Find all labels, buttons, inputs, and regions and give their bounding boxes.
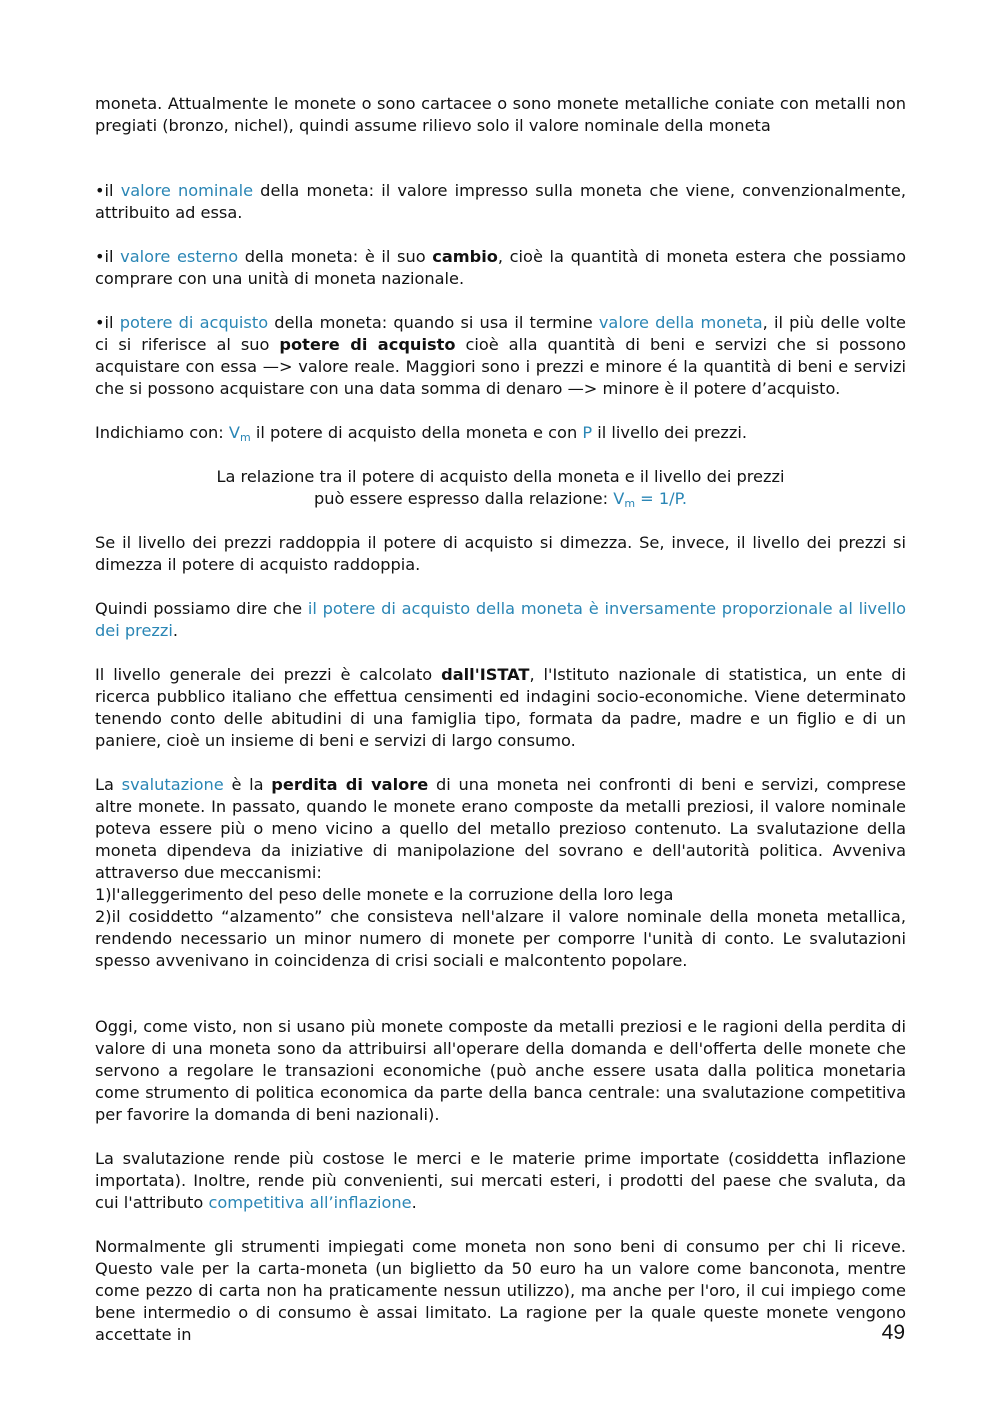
formula: [613, 489, 687, 508]
paragraph-raddoppia: Se il livello dei prezzi raddoppia il potere di acquisto si dimezza. Se, invece, il livello dei prezzi si dimezza il potere di acquisto raddoppia.: [95, 533, 906, 574]
text: Indichiamo con:: [95, 423, 229, 442]
paragraph-costose: [95, 1148, 906, 1214]
page-number: 49: [881, 1321, 905, 1344]
subscript-m: m: [624, 497, 636, 510]
text: il livello dei prezzi.: [592, 423, 748, 442]
paragraph-quindi: [95, 598, 906, 642]
paragraph-intro: moneta. Attualmente le monete o sono cartacee o sono monete metalliche coniate con metalli non pregiati (bronzo, nichel), quindi assume rilievo solo il valore nominale della moneta: [95, 94, 906, 135]
bold-term: potere di acquisto: [279, 335, 456, 354]
text: è la: [223, 775, 272, 794]
bullet-text: della moneta: è il suo: [238, 247, 433, 266]
term-highlight: valore esterno: [120, 247, 239, 266]
bullet-text: della moneta: il valore impresso sulla moneta che viene, convenzionalmente, attribuito ad essa.: [95, 181, 906, 222]
subscript-m: m: [239, 431, 251, 444]
symbol-vm: [229, 423, 251, 442]
bullet-valore-esterno: [95, 246, 906, 290]
symbol-p: P: [582, 423, 593, 442]
bullet-potere-acquisto: [95, 312, 906, 400]
symbol-v: V: [613, 489, 625, 508]
text: La svalutazione rende più costose le merci e le materie prime importate (cosiddetta inflazione importata). Inoltre, rende più convenienti, sui mercati esteri, i prodotti del paese che svaluta, da cui l'attributo: [95, 1149, 906, 1212]
relation-line-2: [95, 488, 906, 510]
bold-term: dall'ISTAT: [441, 665, 530, 684]
bullet-prefix: •il: [95, 313, 120, 332]
formula-text: = 1/P.: [635, 489, 688, 508]
text: .: [172, 621, 179, 640]
document-body: [95, 93, 906, 1346]
bullet-text: , il più delle volte ci si riferisce al suo: [95, 313, 906, 354]
bullet-valore-nominale: [95, 180, 906, 224]
relation-line-1: La relazione tra il potere di acquisto della moneta e il livello dei prezzi: [216, 467, 785, 486]
text: .: [411, 1193, 417, 1212]
term-highlight: competitiva all’inflazione: [208, 1193, 412, 1212]
paragraph-istat: [95, 664, 906, 752]
text: Il livello generale dei prezzi è calcolato: [95, 665, 442, 684]
term-highlight: svalutazione: [121, 775, 224, 794]
paragraph-indichiamo: [95, 422, 906, 444]
bullet-prefix: •il: [95, 181, 121, 200]
text: può essere espresso dalla relazione:: [313, 489, 614, 508]
bold-term: cambio: [432, 247, 498, 266]
paragraph-normalmente: Normalmente gli strumenti impiegati come moneta non sono beni di consumo per chi li riceve. Questo vale per la carta-moneta (un biglietto da 50 euro ha un valore come banconota, mentre come pezzo di carta non ha praticamente nessun utilizzo), ma anche per l'oro, il cui impiego come bene intermedio o di consumo è assai limitato. La ragione per la quale queste monete vengono accettate in: [95, 1237, 906, 1344]
bullet-text: cioè alla quantità di beni e servizi che si possono acquistare con essa —> valore reale. Maggiori sono i prezzi e minore é la quantità di beni e servizi che si possono acquistare con una data somma di denaro —> minore è il potere d’acquisto.: [95, 335, 906, 398]
term-highlight: potere di acquisto: [119, 313, 269, 332]
paragraph-svalutazione: [95, 774, 906, 884]
paragraph-oggi: Oggi, come visto, non si usano più monete composte da metalli preziosi e le ragioni della perdita di valore di una moneta sono da attribuirsi all'operare della domanda e dell'offerta delle monete che servono a regolare le transazioni economiche (può anche essere usata dalla politica monetaria come strumento di politica economica da parte della banca centrale: una svalutazione competitiva per favorire la domanda di beni nazionali).: [95, 1017, 906, 1124]
text: di una moneta nei confronti di beni e servizi, comprese altre monete. In passato, quando le monete erano composte da metalli preziosi, il valore nominale poteva essere più o meno vicino a quello del metallo prezioso contenuto. La svalutazione della moneta dipendeva da iniziative di manipolazione del sovrano e dell'autorità politica. Avveniva attraverso due meccanismi:: [95, 775, 906, 882]
term-highlight: valore nominale: [120, 181, 254, 200]
text: La: [95, 775, 122, 794]
bold-term: perdita di valore: [271, 775, 429, 794]
term-highlight: valore della moneta: [598, 313, 763, 332]
list-item-1: 1)l'alleggerimento del peso delle monete e la corruzione della loro lega: [95, 885, 674, 904]
text: il potere di acquisto della moneta e con: [250, 423, 583, 442]
text: , l'Istituto nazionale di statistica, un ente di ricerca pubblico italiano che effettua censimenti ed indagini socio-economiche. Viene determinato tenendo conto delle abitudini di una famiglia tipo, formata da padre, madre e un figlio e di un paniere, cioè un insieme di beni e servizi di largo consumo.: [95, 665, 906, 750]
bullet-text: , cioè la quantità di moneta estera che possiamo comprare con una unità di moneta nazionale.: [95, 247, 906, 288]
text: Quindi possiamo dire che: [95, 599, 308, 618]
bullet-prefix: •il: [95, 247, 121, 266]
highlighted-statement: il potere di acquisto della moneta è inversamente proporzionale al livello dei prezzi: [95, 599, 906, 640]
bullet-text: della moneta: quando si usa il termine: [268, 313, 599, 332]
symbol-v: V: [228, 423, 240, 442]
list-item-2: 2)il cosiddetto “alzamento” che consisteva nell'alzare il valore nominale della moneta metallica, rendendo necessario un minor numero di monete per comporre l'unità di conto. Le svalutazioni spesso avvenivano in coincidenza di crisi sociali e malcontento popolare.: [95, 907, 906, 970]
